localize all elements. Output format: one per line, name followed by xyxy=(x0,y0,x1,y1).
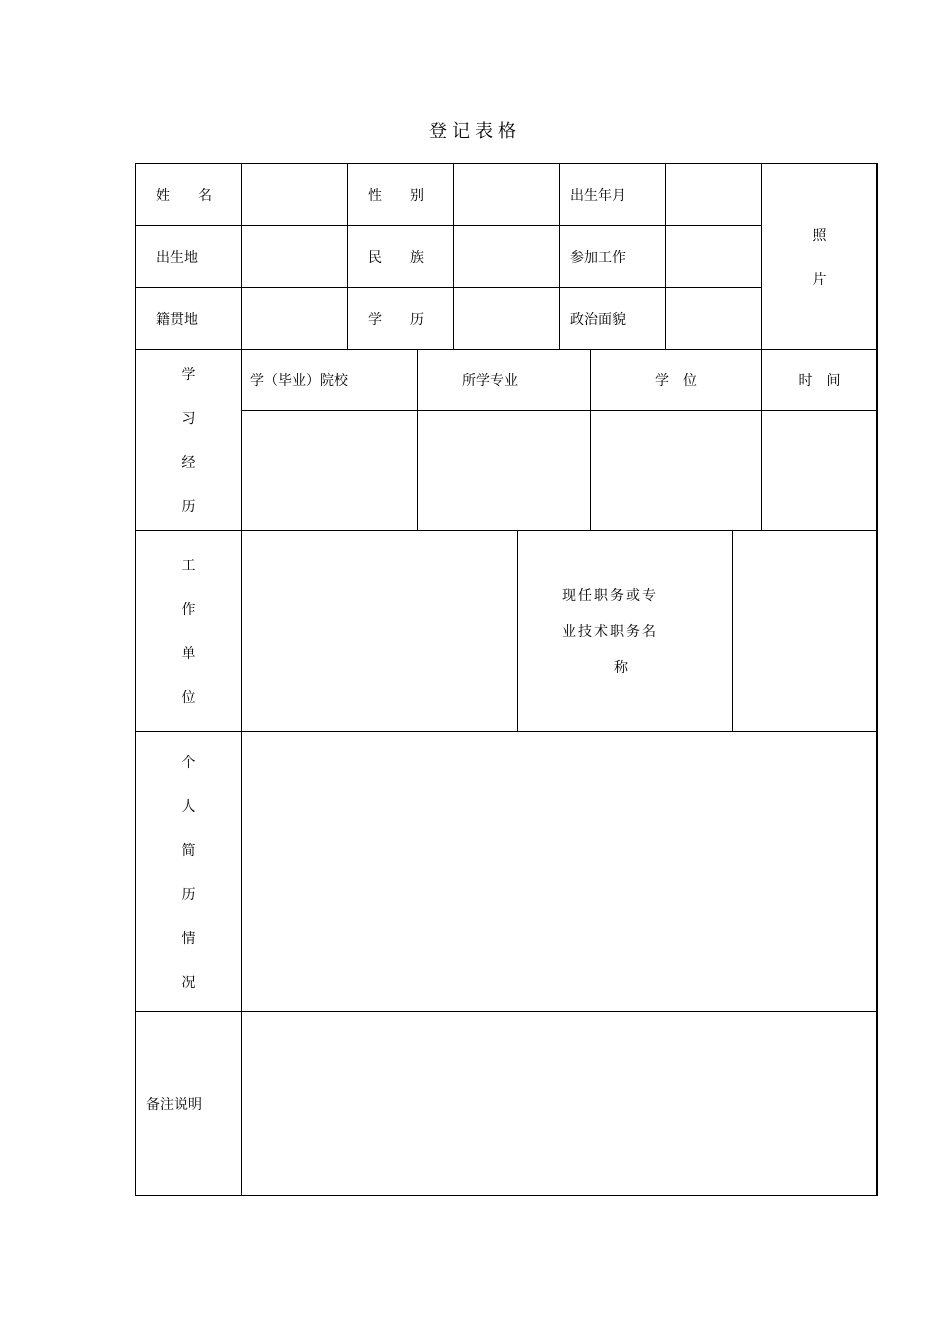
photo-box[interactable] xyxy=(761,163,878,350)
label-native-place: 籍贯地 xyxy=(135,287,242,350)
field-gender[interactable] xyxy=(453,163,560,226)
field-political-status[interactable] xyxy=(665,287,762,350)
label-birth: 出生年月 xyxy=(559,163,666,226)
photo-label-1: 照 xyxy=(812,227,827,244)
field-native-place[interactable] xyxy=(241,287,348,350)
field-education-level[interactable] xyxy=(453,287,560,350)
field-birthplace[interactable] xyxy=(241,225,348,288)
field-ethnicity[interactable] xyxy=(453,225,560,288)
header-degree: 学 位 xyxy=(590,349,762,411)
label-current-position: 现任职务或专 业技术职务名 称 xyxy=(517,530,733,732)
page-title: 登记表格 xyxy=(429,121,521,142)
table-right-border xyxy=(876,163,878,1196)
field-resume[interactable] xyxy=(241,731,878,1012)
field-major[interactable] xyxy=(417,410,591,531)
field-birth[interactable] xyxy=(665,163,762,226)
label-work-start: 参加工作 xyxy=(559,225,666,288)
remark-label: 备注说明 xyxy=(135,1011,242,1196)
field-degree[interactable] xyxy=(590,410,762,531)
field-name[interactable] xyxy=(241,163,348,226)
label-education-level: 学 历 xyxy=(347,287,454,350)
label-ethnicity: 民 族 xyxy=(347,225,454,288)
field-time[interactable] xyxy=(761,410,878,531)
label-gender: 性 别 xyxy=(347,163,454,226)
field-school[interactable] xyxy=(241,410,418,531)
education-label: 学 习 经 历 xyxy=(135,349,242,531)
photo-label-2: 片 xyxy=(812,271,827,288)
header-major: 所学专业 xyxy=(417,349,591,411)
label-political-status: 政治面貌 xyxy=(559,287,666,350)
header-school: 学（毕业）院校 xyxy=(241,349,418,411)
field-current-position[interactable] xyxy=(732,530,878,732)
field-remark[interactable] xyxy=(241,1011,878,1196)
header-time: 时 间 xyxy=(761,349,878,411)
resume-label: 个 人 简 历 情 况 xyxy=(135,731,242,1012)
field-work-unit[interactable] xyxy=(241,530,518,732)
work-label: 工 作 单 位 xyxy=(135,530,242,732)
field-work-start[interactable] xyxy=(665,225,762,288)
label-name: 姓 名 xyxy=(135,163,242,226)
label-birthplace: 出生地 xyxy=(135,225,242,288)
